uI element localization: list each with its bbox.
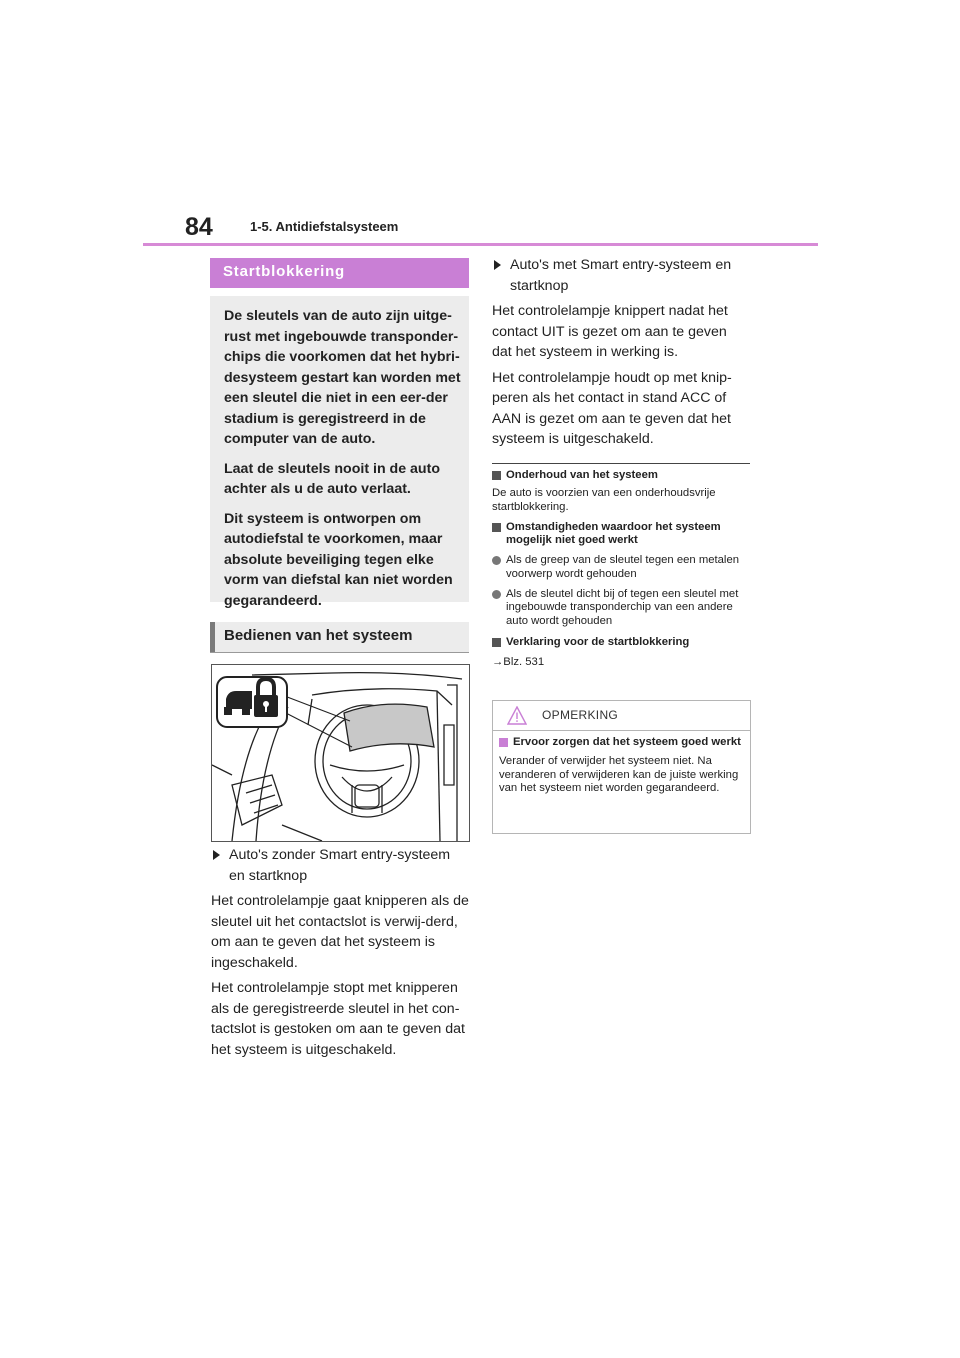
maintenance-heading: Onderhoud van het systeem — [506, 469, 658, 481]
list-item — [211, 845, 469, 886]
info-section — [492, 469, 750, 670]
notice-body — [499, 736, 745, 795]
notice-heading — [499, 736, 745, 749]
condition-text: Als de greep van de sleutel tegen een metalen voorwerp wordt gehouden — [506, 554, 740, 580]
without-smart-entry-block — [211, 845, 469, 1065]
notice-header — [493, 701, 750, 731]
body-paragraph: Het controlelampje knippert nadat het contact UIT is gezet om aan te geven dat het systeem in werking is. — [492, 303, 728, 360]
info-heading — [492, 636, 750, 649]
heading-accent — [210, 622, 215, 652]
with-smart-entry-block — [492, 255, 750, 455]
notice-heading-text: Ervoor zorgen dat het systeem goed werkt — [513, 736, 741, 748]
condition-text: Als de sleutel dicht bij of tegen een sleutel met ingebouwde transponderchip van een andere auto wordt gehouden — [506, 588, 739, 627]
page-number: 84 — [185, 213, 213, 241]
list-item — [492, 588, 750, 628]
header-rule — [143, 243, 818, 246]
operation-heading-text: Bedienen van het systeem — [224, 627, 413, 644]
list-item — [492, 554, 750, 581]
intro-box — [210, 296, 469, 609]
info-heading — [492, 521, 750, 548]
operation-heading — [210, 622, 469, 653]
declaration-heading: Verklaring voor de startblokkering — [506, 635, 690, 648]
body-paragraph: Het controlelampje stopt met knipperen als de geregistreerde sleutel in het con-tactslot is gestoken om aan te geven dat het systeem is uitgeschakeld. — [211, 980, 465, 1058]
round-bullet-icon — [492, 556, 501, 565]
notice-label: OPMERKING — [542, 708, 619, 722]
with-smart-entry-label: Auto's met Smart entry-systeem en startknop — [510, 257, 732, 294]
notice-box — [492, 700, 751, 834]
page-reference: →Blz. 531 — [492, 656, 545, 669]
square-bullet-icon — [492, 638, 501, 647]
intro-paragraph: Dit systeem is ontworpen om autodiefstal te voorkomen, maar absolute beveiliging tegen elke vorm van diefstal kan niet worden gegarandeerd. — [224, 510, 453, 609]
dashboard-drawing — [212, 665, 469, 841]
intro-paragraph: De sleutels van de auto zijn uitge-rust met ingebouwde transponder-chips die voorkomen dat het hybri-desysteem gestart kan worden met een sleutel die niet in een eer-der stadium is geregistreerd in de computer van de auto. — [224, 308, 461, 447]
arrow-bullet-icon — [213, 850, 220, 860]
conditions-heading: Omstandigheden waardoor het systeem mogelijk niet goed werkt — [506, 520, 721, 547]
round-bullet-icon — [492, 590, 501, 599]
warning-triangle-icon — [507, 706, 527, 725]
square-bullet-icon — [492, 471, 501, 480]
body-paragraph: Het controlelampje gaat knipperen als de sleutel uit het contactslot is verwij-derd, om aan te geven dat het systeem is ingeschakeld. — [211, 893, 469, 971]
info-heading — [492, 469, 750, 482]
square-bullet-icon — [492, 523, 501, 532]
info-divider — [492, 463, 750, 464]
notice-text: Verander of verwijder het systeem niet. Na veranderen of verwijderen kan de juiste werking van het systeem niet worden gegarandeerd. — [499, 755, 739, 794]
list-item — [492, 255, 750, 296]
intro-paragraph: Laat de sleutels nooit in de auto achter als u de auto verlaat. — [224, 460, 440, 497]
square-bullet-icon — [499, 738, 508, 747]
arrow-bullet-icon — [494, 260, 501, 270]
section-heading — [210, 258, 469, 288]
body-paragraph: Het controlelampje houdt op met knip-peren als het contact in stand ACC of AAN is gezet om aan te geven dat het systeem is uitgeschakeld. — [492, 369, 732, 447]
chapter-title: 1-5. Antidiefstalsysteem — [250, 219, 399, 234]
without-smart-entry-label: Auto's zonder Smart entry-systeem en startknop — [229, 847, 451, 884]
dashboard-illustration — [211, 664, 470, 842]
maintenance-text: De auto is voorzien van een onderhoudsvrije startblokkering. — [492, 487, 716, 513]
section-heading-text: Startblokkering — [223, 263, 346, 280]
